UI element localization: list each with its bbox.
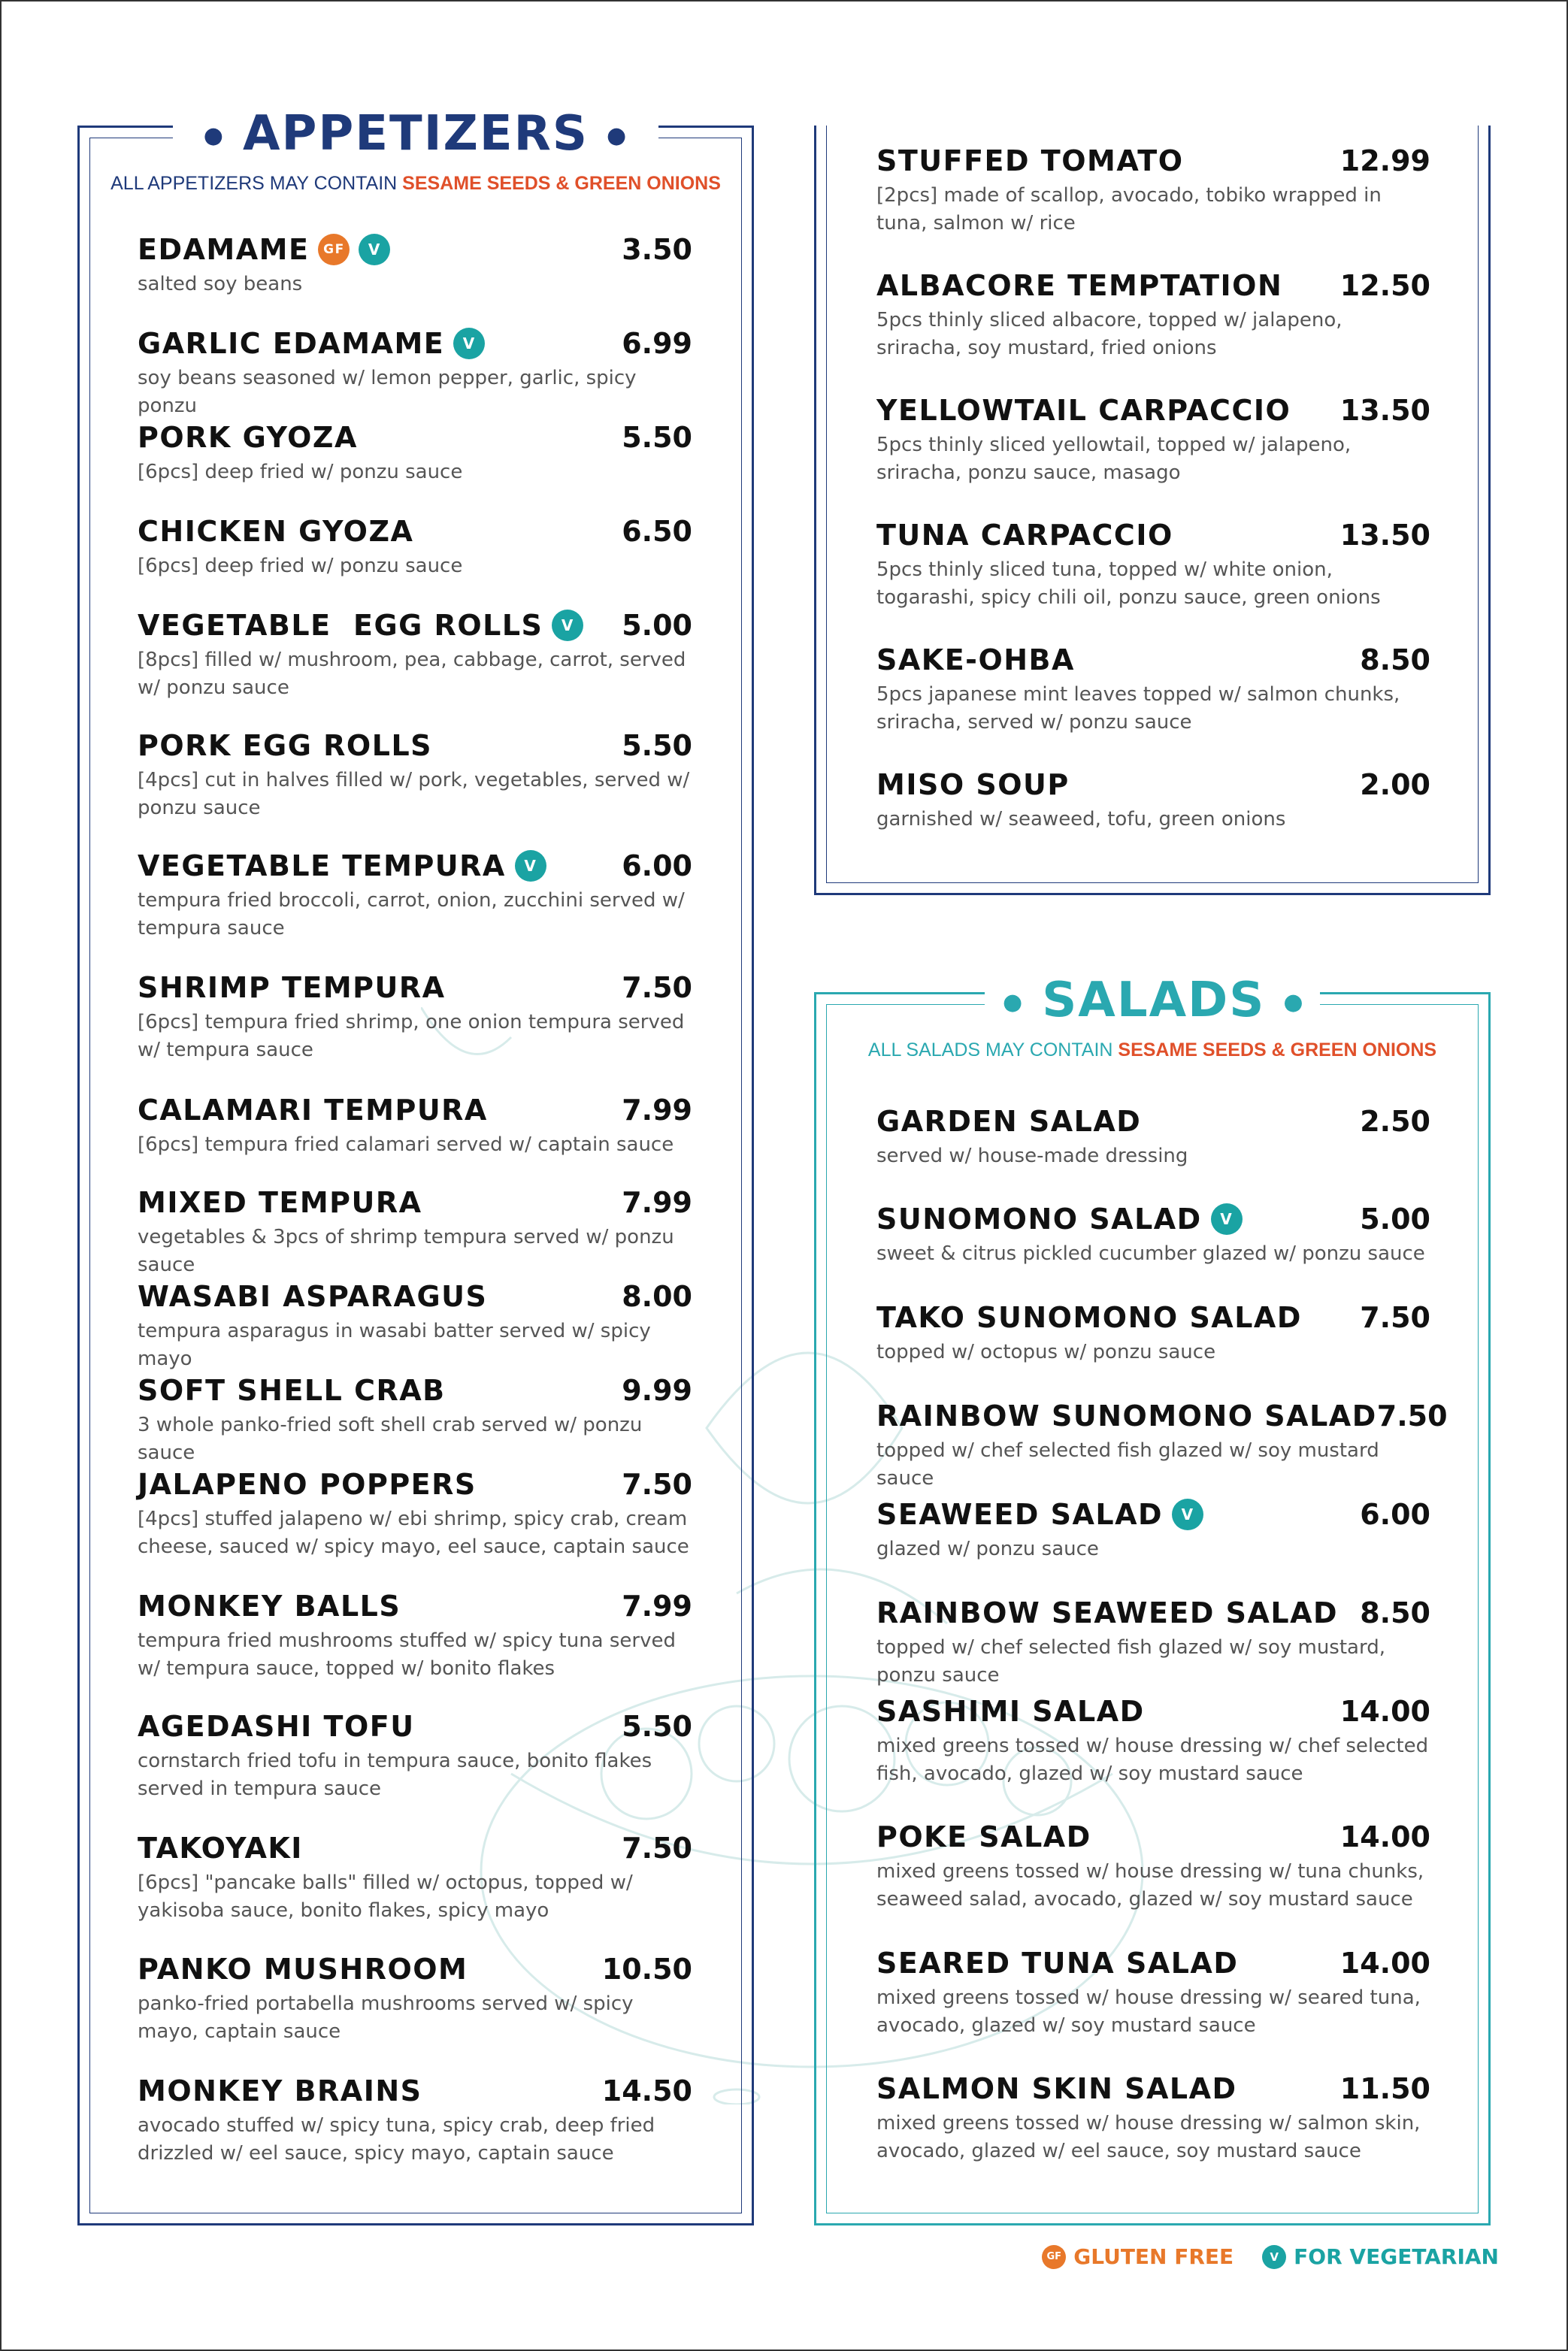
menu-item-name-text: AGEDASHI TOFU [138,1710,415,1743]
salads-note [826,1039,1479,1061]
menu-item-price: 3.50 [622,233,692,266]
menu-item-description: [6pcs] tempura fried shrimp, one onion tempura served w/ tempura sauce [138,1011,685,1061]
menu-item-name-text: TAKO SUNOMONO SALAD [876,1301,1302,1334]
menu-item-header [138,1590,692,1623]
menu-item-header [876,643,1430,676]
menu-item-name [876,1399,1377,1433]
menu-item-name [138,515,413,548]
menu-item-price: 12.99 [1339,144,1430,177]
menu-item [138,1374,692,1467]
menu-item-description: 5pcs thinly sliced albacore, topped w/ jalapeno, sriracha, soy mustard, fried onions [876,309,1342,359]
vegetarian-badge-icon: V [1211,1203,1243,1235]
title-dot-icon: ● [203,123,225,150]
menu-item-header [876,1498,1430,1531]
vegetarian-badge-icon: V [1172,1499,1203,1530]
menu-item-name-text: JALAPENO POPPERS [138,1468,477,1501]
menu-item [138,971,692,1064]
menu-item-name-text: SASHIMI SALAD [876,1695,1145,1728]
menu-item-description: [6pcs] tempura fried calamari served w/ captain sauce [138,1133,674,1156]
menu-item-price: 7.50 [622,1832,692,1865]
menu-item-name-text: ALBACORE TEMPTATION [876,269,1283,302]
menu-item-header [138,421,692,454]
menu-item-price: 12.50 [1339,269,1430,302]
menu-item-description: topped w/ chef selected fish glazed w/ soy mustard, ponzu sauce [876,1636,1385,1687]
menu-item-price: 14.00 [1339,1947,1430,1980]
menu-item-name-text: MISO SOUP [876,768,1070,801]
menu-item-description: [6pcs] deep fried w/ ponzu sauce [138,461,463,483]
menu-item [138,233,692,298]
vegetarian-badge-icon: V [552,610,583,641]
menu-item-price: 6.50 [622,515,692,548]
menu-item-description: soy beans seasoned w/ lemon pepper, garlic, spicy ponzu [138,367,637,417]
menu-item-name [876,269,1282,302]
menu-item-price: 7.99 [622,1094,692,1127]
menu-item [876,1820,1430,1914]
menu-item-name-text: RAINBOW SUNOMONO SALAD [876,1399,1377,1433]
menu-item-name-text: POKE SALAD [876,1820,1091,1853]
menu-item-name-text: SHRIMP TEMPURA [138,971,446,1004]
menu-item-price: 7.50 [622,971,692,1004]
menu-item [876,768,1430,834]
menu-item [876,643,1430,737]
menu-item-description: mixed greens tossed w/ house dressing w/ seared tuna, avocado, glazed w/ soy mustard sauce [876,1986,1421,2037]
menu-item-header [138,1468,692,1501]
menu-item-price: 14.00 [1339,1820,1430,1853]
menu-item-name [876,1301,1302,1334]
menu-item-name [138,2074,422,2107]
menu-item-price: 8.00 [622,1280,692,1313]
menu-item-price: 2.00 [1360,768,1430,801]
menu-item-price: 8.50 [1360,1596,1430,1629]
menu-item [138,1186,692,1279]
menu-item-price: 5.50 [622,421,692,454]
menu-item-header [876,2072,1430,2105]
menu-item-name-text: SEARED TUNA SALAD [876,1947,1239,1980]
menu-item-description: [6pcs] "pancake balls" filled w/ octopus, topped w/ yakisoba sauce, bonito flakes, spicy mayo [138,1871,633,1922]
menu-item-description: mixed greens tossed w/ house dressing w/ tuna chunks, seaweed salad, avocado, glazed w/ soy mustard sauce [876,1860,1424,1911]
appetizers-title-text: APPETIZERS [242,106,589,162]
menu-item-price: 14.00 [1339,1695,1430,1728]
menu-item-price: 13.50 [1339,519,1430,552]
menu-item-name [138,1280,487,1313]
menu-item-price: 6.00 [1360,1498,1430,1531]
menu-item-description: panko-fried portabella mushrooms served w/ spicy mayo, captain sauce [138,1992,634,2043]
menu-item-description: topped w/ octopus w/ ponzu sauce [876,1341,1216,1363]
menu-item [138,729,692,822]
menu-item-name-text: VEGETABLE EGG ROLLS [138,609,543,642]
menu-item-price: 2.50 [1360,1105,1430,1138]
menu-item [138,1710,692,1803]
menu-item-description: garnished w/ seaweed, tofu, green onions [876,808,1286,831]
menu-item-price: 5.50 [622,729,692,762]
menu-item-header [876,519,1430,552]
menu-item-name [138,327,485,360]
menu-item-header [876,1820,1430,1853]
menu-item-name [138,849,546,882]
menu-item-description: cornstarch fried tofu in tempura sauce, bonito flakes served in tempura sauce [138,1750,652,1800]
menu-item-header [876,144,1430,177]
menu-item-name-text: SEAWEED SALAD [876,1498,1164,1531]
menu-item-name-text: PORK GYOZA [138,421,358,454]
menu-item-name-text: MONKEY BRAINS [138,2074,422,2107]
menu-item-name-text: STUFFED TOMATO [876,144,1184,177]
menu-item-price: 6.99 [622,327,692,360]
legend-gluten-free [1042,2244,1234,2269]
menu-item [138,515,692,580]
menu-item-description: [4pcs] stuffed jalapeno w/ ebi shrimp, spicy crab, cream cheese, sauced w/ spicy mayo, eel sauce, captain sauce [138,1508,689,1558]
menu-item-name [138,233,390,266]
menu-item-name [138,1832,303,1865]
menu-item-name-text: SAKE-OHBA [876,643,1075,676]
menu-item-name-text: TUNA CARPACCIO [876,519,1173,552]
menu-item-name [876,1596,1338,1629]
menu-item-name [876,519,1173,552]
menu-item-price: 7.50 [1360,1301,1430,1334]
menu-item-name-text: SALMON SKIN SALAD [876,2072,1237,2105]
appetizers-note-highlight: SESAME SEEDS & GREEN ONIONS [402,173,721,194]
menu-item-name [876,1695,1145,1728]
menu-item-name [876,2072,1237,2105]
menu-item [138,1590,692,1683]
menu-item-price: 5.00 [1360,1203,1430,1236]
menu-item-name-text: MIXED TEMPURA [138,1186,422,1219]
menu-item [876,1596,1430,1690]
menu-item-description: [4pcs] cut in halves filled w/ pork, vegetables, served w/ ponzu sauce [138,769,690,819]
menu-item-header [138,2074,692,2107]
menu-item-description: 3 whole panko-fried soft shell crab served w/ ponzu sauce [138,1414,643,1464]
menu-item-name-text: GARLIC EDAMAME [138,327,445,360]
menu-item-name [876,144,1184,177]
menu-item [876,1947,1430,2040]
menu-item-price: 7.99 [622,1186,692,1219]
menu-item-name [138,1374,446,1407]
menu-item-header [876,1596,1430,1629]
menu-item-name [876,768,1070,801]
salads-title-text: SALADS [1042,973,1266,1028]
legend-vegetarian [1262,2244,1499,2269]
menu-item-name-text: PANKO MUSHROOM [138,1953,468,1986]
salads-title [985,969,1320,1032]
menu-item-price: 9.99 [622,1374,692,1407]
menu-item [138,1468,692,1561]
menu-item-price: 6.00 [622,849,692,882]
menu-item-header [876,1203,1430,1236]
menu-item-header [876,1695,1430,1728]
menu-item-price: 8.50 [1360,643,1430,676]
menu-item [876,2072,1430,2165]
menu-item [876,394,1430,487]
menu-item-description: salted soy beans [138,273,303,295]
menu-item-name-text: PORK EGG ROLLS [138,729,433,762]
appetizers-title [173,102,658,165]
menu-item-name-text: CHICKEN GYOZA [138,515,414,548]
menu-item-header [876,394,1430,427]
menu-item-name [138,1468,477,1501]
menu-item-header [138,729,692,762]
menu-item-price: 11.50 [1339,2072,1430,2105]
menu-item [876,1105,1430,1170]
menu-item-description: tempura asparagus in wasabi batter served w/ spicy mayo [138,1320,651,1370]
menu-item-name-text: YELLOWTAIL CARPACCIO [876,394,1291,427]
menu-item-name [138,1590,401,1623]
menu-item-header [138,1280,692,1313]
menu-item-description: tempura fried broccoli, carrot, onion, zucchini served w/ tempura sauce [138,889,685,939]
menu-item-description: sweet & citrus pickled cucumber glazed w/ ponzu sauce [876,1242,1425,1265]
menu-item-description: topped w/ chef selected fish glazed w/ soy mustard sauce [876,1439,1379,1490]
menu-item-price: 7.50 [1376,1399,1448,1433]
menu-item-header [876,1301,1430,1334]
menu-item [876,1399,1448,1493]
legend-gf-label: GLUTEN FREE [1073,2244,1234,2269]
menu-item-header [138,1374,692,1407]
menu-item-header [138,327,692,360]
menu-item [876,519,1430,612]
salads-note-highlight: SESAME SEEDS & GREEN ONIONS [1118,1039,1437,1061]
menu-item [876,1203,1430,1268]
menu-item-description: 5pcs japanese mint leaves topped w/ salmon chunks, sriracha, served w/ ponzu sauce [876,683,1400,734]
gluten-free-badge-icon: GF [318,234,350,265]
menu-item-name [876,643,1075,676]
menu-item-description: 5pcs thinly sliced yellowtail, topped w/ jalapeno, sriracha, ponzu sauce, masago [876,434,1352,484]
menu-item-name-text: WASABI ASPARAGUS [138,1280,488,1313]
menu-item-name [138,971,446,1004]
menu-item-price: 7.99 [622,1590,692,1623]
menu-item-header [138,1710,692,1743]
menu-item-price: 10.50 [601,1953,692,1986]
menu-item-header [876,1947,1430,1980]
menu-item-description: [2pcs] made of scallop, avocado, tobiko wrapped in tuna, salmon w/ rice [876,184,1382,234]
menu-item [138,849,692,943]
menu-item-header [138,1094,692,1127]
menu-item-name [876,1498,1203,1531]
menu-item-header [138,1953,692,1986]
menu-item [876,1498,1430,1563]
menu-item [876,1695,1430,1788]
v-badge-icon: V [1262,2245,1286,2269]
menu-item-header [876,269,1430,302]
menu-item-header [138,1186,692,1219]
legend-v-label: FOR VEGETARIAN [1294,2244,1499,2269]
title-dot-icon: ● [607,123,628,150]
menu-item-header [138,849,692,882]
menu-item-description: 5pcs thinly sliced tuna, topped w/ white onion, togarashi, spicy chili oil, ponzu sauce, green onions [876,558,1381,609]
menu-item-name [138,1953,468,1986]
title-dot-icon: ● [1283,989,1305,1016]
menu-item-name-text: EDAMAME [138,233,310,266]
menu-item-description: vegetables & 3pcs of shrimp tempura served w/ ponzu sauce [138,1226,674,1276]
menu-item-description: mixed greens tossed w/ house dressing w/ chef selected fish, avocado, glazed w/ soy mustard sauce [876,1735,1429,1785]
vegetarian-badge-icon: V [359,234,390,265]
vegetarian-badge-icon: V [515,850,546,882]
menu-item-price: 13.50 [1339,394,1430,427]
menu-item-description: mixed greens tossed w/ house dressing w/ salmon skin, avocado, glazed w/ eel sauce, soy mustard sauce [876,2112,1421,2162]
menu-item-name [876,394,1291,427]
menu-item [138,2074,692,2168]
menu-item [876,1301,1430,1366]
menu-item-header [138,609,692,642]
menu-item-price: 7.50 [622,1468,692,1501]
menu-item-name-text: CALAMARI TEMPURA [138,1094,488,1127]
menu-item-name [876,1820,1091,1853]
menu-item-header [138,1832,692,1865]
menu-item-description: [6pcs] deep fried w/ ponzu sauce [138,555,463,577]
menu-item-name [876,1203,1243,1236]
menu-item [138,1094,692,1159]
menu-item-name [138,421,358,454]
menu-item-header [876,1399,1448,1433]
vegetarian-badge-icon: V [453,328,485,359]
menu-item-header [876,768,1430,801]
appetizers-note [89,173,742,195]
menu-item-name-text: MONKEY BALLS [138,1590,401,1623]
menu-item-description: served w/ house-made dressing [876,1145,1188,1167]
menu-item-header [876,1105,1430,1138]
salads-note-prefix: ALL SALADS MAY CONTAIN [867,1039,1118,1061]
gf-badge-icon: GF [1042,2245,1066,2269]
menu-item-header [138,971,692,1004]
menu-item [138,1832,692,1925]
menu-item [138,421,692,486]
menu-item-name [138,609,583,642]
menu-item-price: 5.00 [622,609,692,642]
menu-item-header [138,515,692,548]
menu-item-name [876,1105,1141,1138]
menu-item-name-text: VEGETABLE TEMPURA [138,849,506,882]
menu-item-description: glazed w/ ponzu sauce [876,1538,1099,1560]
menu-item-price: 5.50 [622,1710,692,1743]
menu-item-name [138,1094,488,1127]
menu-item [876,269,1430,362]
menu-item-name [138,729,432,762]
menu-item-name [138,1710,415,1743]
menu-item-name [876,1947,1238,1980]
menu-item-name-text: TAKOYAKI [138,1832,303,1865]
menu-item-name-text: SUNOMONO SALAD [876,1203,1202,1236]
appetizers-note-prefix: ALL APPETIZERS MAY CONTAIN [110,173,403,194]
menu-item-name-text: RAINBOW SEAWEED SALAD [876,1596,1339,1629]
menu-item [138,327,692,420]
menu-item-description: [8pcs] filled w/ mushroom, pea, cabbage, carrot, served w/ ponzu sauce [138,649,686,699]
menu-item [138,1280,692,1373]
menu-item-header [138,233,692,266]
menu-item-description: tempura fried mushrooms stuffed w/ spicy tuna served w/ tempura sauce, topped w/ bonito flakes [138,1629,676,1680]
menu-item-description: avocado stuffed w/ spicy tuna, spicy crab, deep fried drizzled w/ eel sauce, spicy mayo, captain sauce [138,2114,655,2165]
menu-item-price: 14.50 [601,2074,692,2107]
legend [1013,2244,1499,2269]
menu-item-name-text: GARDEN SALAD [876,1105,1142,1138]
menu-item [138,609,692,702]
title-dot-icon: ● [1003,989,1025,1016]
menu-item [138,1953,692,2046]
menu-item-name [138,1186,422,1219]
menu-item-name-text: SOFT SHELL CRAB [138,1374,446,1407]
menu-item [876,144,1430,238]
